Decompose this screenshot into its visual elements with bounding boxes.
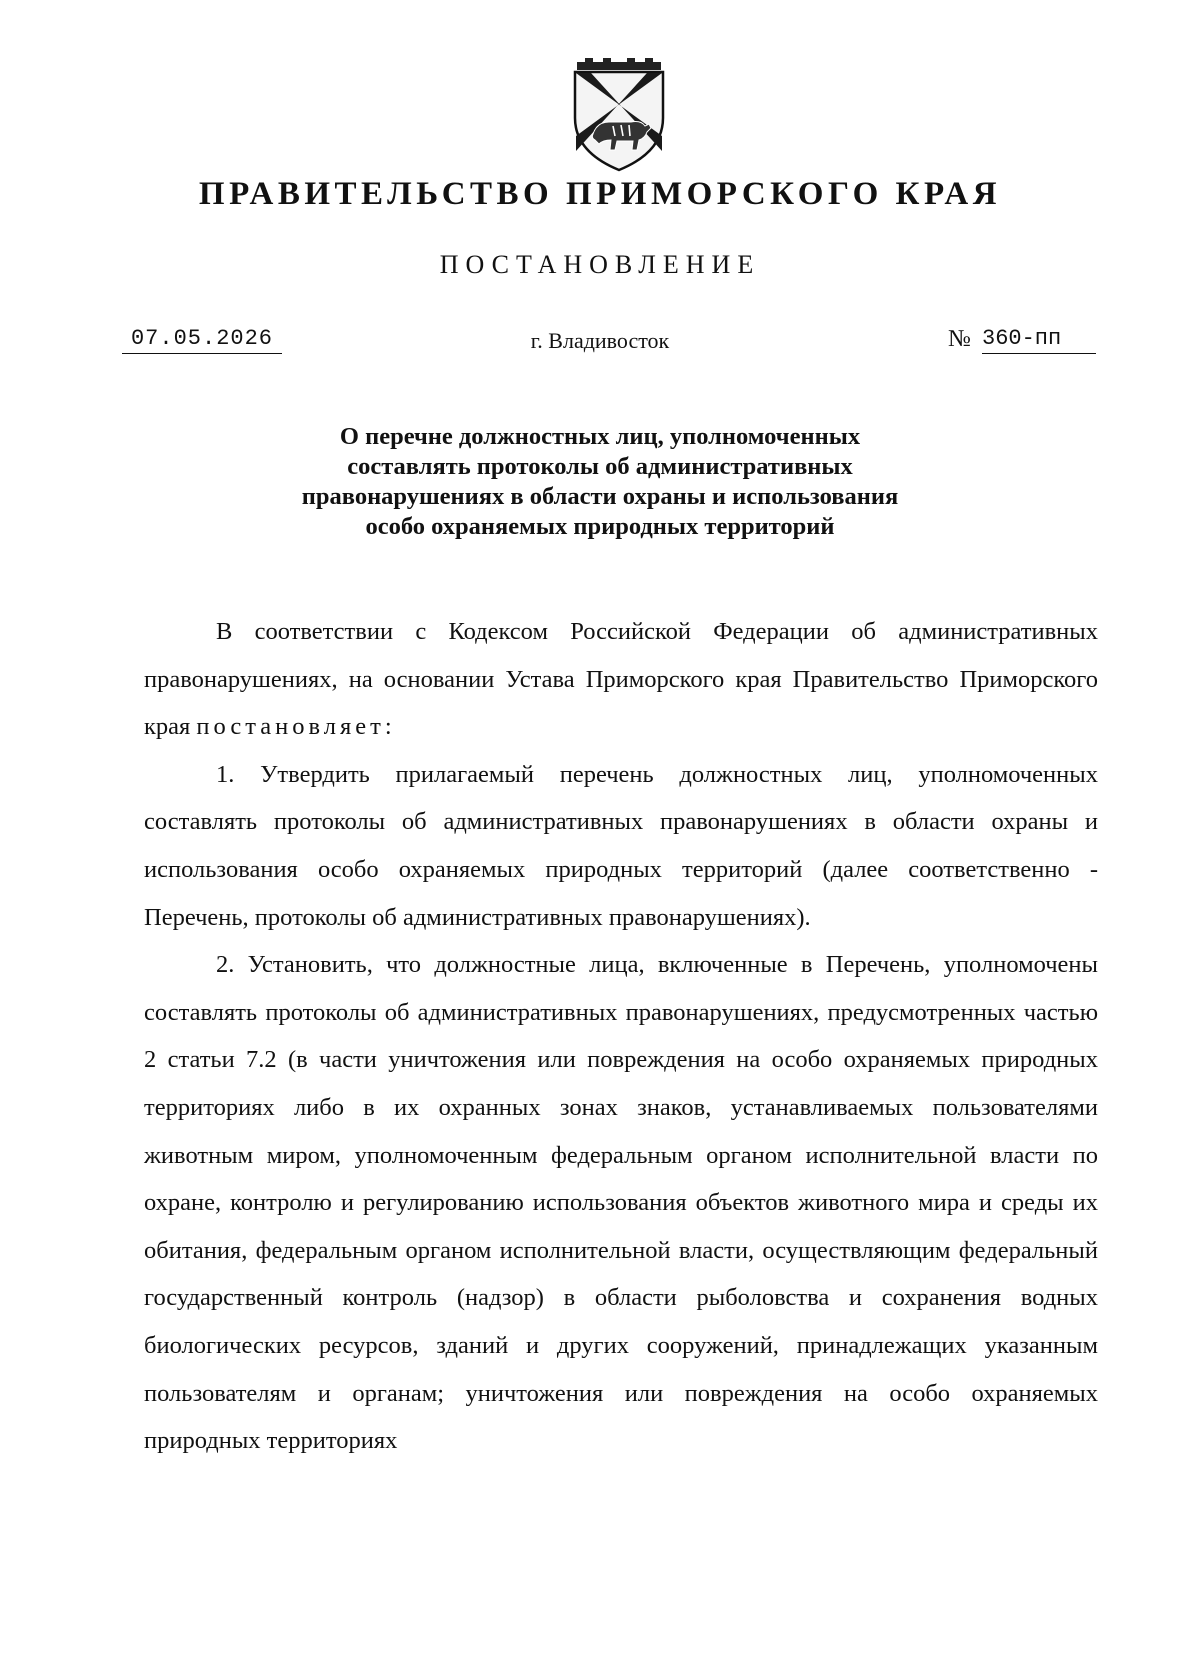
decree-word: постановляет: [196, 713, 396, 741]
number-value: 360-пп [982, 326, 1096, 354]
document-body [144, 608, 1098, 1465]
paragraph-1: 1. Утвердить прилагаемый перечень должностных лиц, уполномоченных составлять протоколы об административных правонарушениях в области охраны и использования особо охраняемых природных территорий (далее соответственно - Перечень, протоколы об административных правонарушениях). [144, 760, 1098, 931]
subject-line: О перечне должностных лиц, уполномоченных [339, 423, 861, 450]
subject-line: правонарушениях в области охраны и использования [301, 483, 899, 510]
number-sign: № [948, 326, 971, 352]
organization-title: ПРАВИТЕЛЬСТВО ПРИМОРСКОГО КРАЯ [198, 176, 1002, 212]
coat-of-arms-icon [569, 56, 669, 174]
document-date: 07.05.2026 [122, 326, 282, 354]
document-subject [200, 422, 1000, 542]
preamble-text: В соответствии с Кодексом Российской Федерации об административных правонарушениях, на основании Устава Приморского края Правительство Приморского края [144, 618, 1098, 741]
subject-line: составлять протоколы об административных [347, 453, 853, 480]
paragraph-2: 2. Установить, что должностные лица, включенные в Перечень, уполномочены составлять протоколы об административных правонарушениях, предусмотренных частью 2 статьи 7.2 (в части уничтожения или повреждения на особо охраняемых природных территориях либо в их охранных зонах знаков, устанавливаемых пользователями животным миром, уполномоченным федеральным органом исполнительной власти по охране, контролю и регулированию использования объектов животного мира и среды их обитания, федеральным органом исполнительной власти, осуществляющим федеральный государственный контроль (надзор) в области рыболовства и сохранения водных биологических ресурсов, зданий и других сооружений, принадлежащих указанным пользователям и органам; уничтожения или повреждения на особо охраняемых природных территориях [144, 951, 1098, 1455]
preamble-paragraph [144, 608, 1098, 751]
document-city: г. Владивосток [530, 328, 670, 353]
subject-line: особо охраняемых природных территорий [365, 513, 835, 540]
document-type: ПОСТАНОВЛЕНИЕ [439, 250, 761, 279]
document-number [948, 324, 1098, 354]
